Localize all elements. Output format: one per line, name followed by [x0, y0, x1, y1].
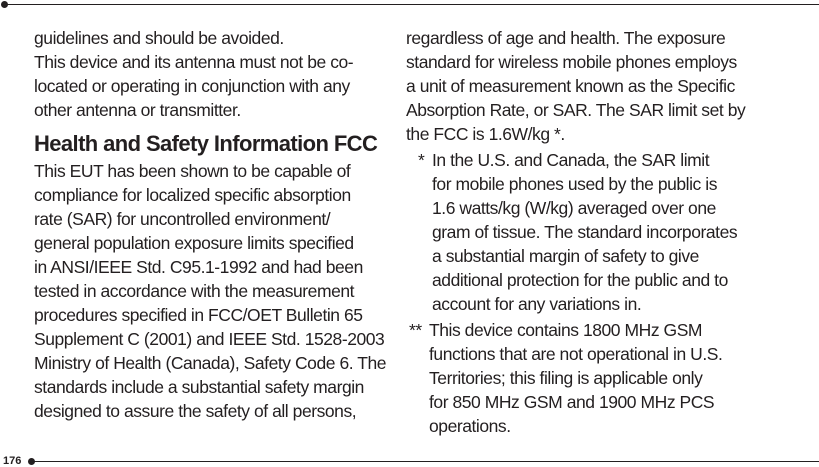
paragraph-line: This EUT has been shown to be capable of: [34, 161, 351, 181]
footnote-line: a substantial margin of safety to give: [432, 246, 699, 266]
paragraph-line: a unit of measurement known as the Specific: [406, 76, 735, 96]
paragraph-line: Absorption Rate, or SAR. The SAR limit set by: [406, 100, 746, 120]
footnote-line: additional protection for the public and to: [432, 270, 728, 290]
footnote-line: operations.: [429, 416, 511, 436]
paragraph-line: guidelines and should be avoided.: [34, 28, 284, 48]
footnote-line: Territories; this filing is applicable only: [429, 368, 703, 388]
footnote-line: for mobile phones used by the public is: [432, 174, 717, 194]
top-rule: [4, 4, 819, 5]
top-rule-dot: [1, 1, 8, 8]
paragraph-line: This device and its antenna must not be co-: [34, 52, 354, 72]
paragraph-line: procedures specified in FCC/OET Bulletin 65: [34, 305, 363, 325]
paragraph-line: standard for wireless mobile phones employs: [406, 52, 737, 72]
paragraph-line: standards include a substantial safety margin: [34, 377, 364, 397]
page-number: 176: [3, 455, 22, 467]
footnote-line: 1.6 watts/kg (W/kg) averaged over one: [432, 198, 716, 218]
footnote-line: gram of tissue. The standard incorporates: [432, 222, 738, 242]
footnote-line: for 850 MHz GSM and 1900 MHz PCS: [429, 392, 715, 412]
footnote-line: In the U.S. and Canada, the SAR limit: [432, 150, 710, 170]
paragraph-line: compliance for localized specific absorption: [34, 185, 351, 205]
paragraph-line: designed to assure the safety of all persons,: [34, 401, 357, 421]
paragraph-line: general population exposure limits specified: [34, 233, 354, 253]
paragraph-line: regardless of age and health. The exposure: [406, 28, 726, 48]
paragraph-line: tested in accordance with the measurement: [34, 281, 355, 301]
paragraph-line: other antenna or transmitter.: [34, 100, 241, 120]
paragraph-line: Ministry of Health (Canada), Safety Code 6. The: [34, 353, 387, 373]
paragraph-line: Supplement C (2001) and IEEE Std. 1528-2003: [34, 329, 385, 349]
footnote-line: account for any variations in.: [432, 294, 642, 314]
bottom-rule-dot: [28, 458, 35, 465]
footnote-line: This device contains 1800 MHz GSM: [429, 320, 703, 340]
footnote-marker: *: [418, 150, 425, 170]
paragraph-line: rate (SAR) for uncontrolled environment/: [34, 209, 331, 229]
section-heading: Health and Safety Information FCC: [34, 131, 378, 156]
paragraph-line: in ANSI/IEEE Std. C95.1-1992 and had been: [34, 257, 363, 277]
footnote-marker: **: [409, 320, 422, 340]
bottom-rule: [30, 461, 819, 462]
paragraph-line: located or operating in conjunction with any: [34, 76, 350, 96]
paragraph-line: the FCC is 1.6W/kg *.: [406, 124, 565, 144]
footnote-line: functions that are not operational in U.S.: [429, 344, 723, 364]
